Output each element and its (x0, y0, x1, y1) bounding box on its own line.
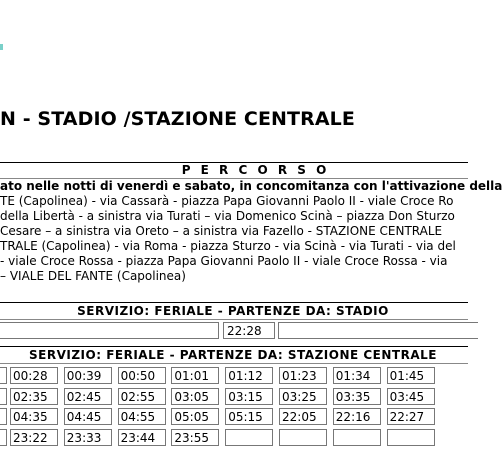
departure-time: 03:25 (279, 388, 327, 405)
departure-time: 22:05 (279, 408, 327, 425)
route-line: – VIALE DEL FANTE (Capolinea) (0, 269, 186, 283)
service-heading-centrale: SERVIZIO: FERIALE - PARTENZE DA: STAZIONE CENTRALE (0, 346, 468, 364)
empty-cell (0, 367, 7, 384)
departure-time: 01:34 (333, 367, 381, 384)
empty-cell (333, 429, 381, 446)
empty-cell (279, 429, 327, 446)
timetable-row (0, 388, 470, 405)
departure-time: 01:12 (225, 367, 273, 384)
route-line: - viale Croce Rossa - piazza Papa Giovanni Paolo II - viale Croce Rossa - via (0, 254, 448, 268)
service-heading-stadio: SERVIZIO: FERIALE - PARTENZE DA: STADIO (0, 302, 468, 320)
service-notice: ato nelle notti di venerdì e sabato, in concomitanza con l'attivazione della (0, 179, 502, 193)
departure-time: 04:55 (118, 408, 166, 425)
departure-time: 23:22 (10, 429, 58, 446)
empty-cell (0, 408, 7, 425)
departure-time: 22:28 (223, 322, 275, 339)
empty-cell (0, 388, 7, 405)
percorso-heading: P E R C O R S O (0, 163, 468, 179)
departure-time: 23:33 (64, 429, 112, 446)
departure-time: 00:39 (64, 367, 112, 384)
departure-time: 01:01 (171, 367, 219, 384)
empty-cell (0, 429, 7, 446)
departure-time: 05:15 (225, 408, 273, 425)
route-line: TRALE (Capolinea) - via Roma - piazza Sturzo - via Scinà - via Turati - via del (0, 239, 456, 253)
empty-cell (0, 322, 219, 339)
departure-time: 03:15 (225, 388, 273, 405)
departure-time: 02:45 (64, 388, 112, 405)
timetable-row (0, 367, 470, 384)
departure-time: 03:05 (171, 388, 219, 405)
route-line: della Libertà - a sinistra via Turati – via Domenico Scinà – piazza Don Sturzo (0, 209, 455, 223)
departure-time: 03:35 (333, 388, 381, 405)
stadio-departures-row (0, 322, 468, 341)
timetable-row (0, 429, 470, 446)
departure-time: 01:23 (279, 367, 327, 384)
departure-time: 02:55 (118, 388, 166, 405)
departure-time: 00:28 (10, 367, 58, 384)
departure-time: 03:45 (387, 388, 435, 405)
departure-time: 04:45 (64, 408, 112, 425)
departure-time: 04:35 (10, 408, 58, 425)
departure-time: 01:45 (387, 367, 435, 384)
departure-time: 23:44 (118, 429, 166, 446)
page-title: N - STADIO /STAZIONE CENTRALE (0, 108, 355, 130)
empty-cell (225, 429, 273, 446)
logo-fragment (0, 44, 3, 50)
centrale-timetable (0, 367, 470, 450)
departure-time: 22:16 (333, 408, 381, 425)
departure-time: 00:50 (118, 367, 166, 384)
departure-time: 23:55 (171, 429, 219, 446)
empty-cell (387, 429, 435, 446)
timetable-row (0, 408, 470, 425)
departure-time: 22:27 (387, 408, 435, 425)
departure-time: 02:35 (10, 388, 58, 405)
route-line: Cesare – a sinistra via Oreto – a sinistra via Fazello - STAZIONE CENTRALE (0, 224, 443, 238)
departure-time: 05:05 (171, 408, 219, 425)
percorso-section (0, 162, 502, 284)
route-line: TE (Capolinea) - via Cassarà - piazza Papa Giovanni Paolo II - viale Croce Ro (0, 194, 454, 208)
empty-cell (278, 322, 478, 339)
